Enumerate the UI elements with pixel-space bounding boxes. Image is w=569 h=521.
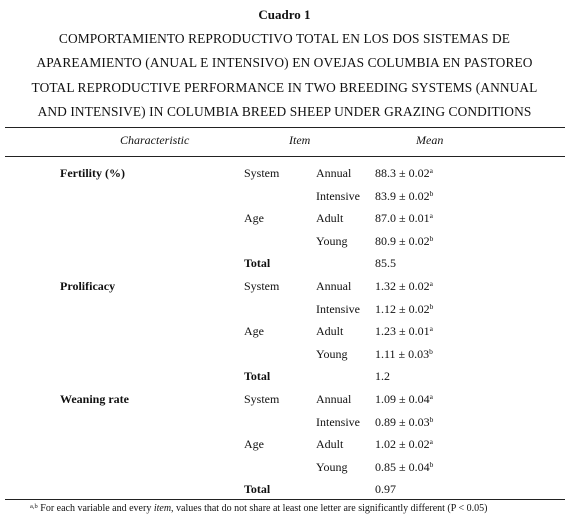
level-label: Intensive (316, 414, 360, 429)
significance-letter: a (429, 211, 433, 221)
significance-letter: a (429, 437, 433, 447)
significance-letter: b (429, 414, 434, 424)
mean-number: 88.3 ± 0.02 (375, 166, 430, 180)
mean-number: 83.9 ± 0.02 (375, 188, 430, 203)
mean-number: 0.89 ± 0.03 (375, 414, 430, 429)
header-characteristic: Characteristic (120, 133, 190, 147)
factor-label: System (244, 392, 280, 406)
significance-letter: a (429, 279, 433, 288)
mean-number: 1.02 ± 0.02 (375, 437, 430, 452)
level-label: Young (316, 233, 348, 248)
mean-value (375, 234, 433, 248)
significance-letter: b (429, 346, 433, 356)
mean-number: 0.85 ± 0.04 (375, 459, 430, 474)
level-label: Adult (316, 211, 344, 226)
footnote-text-1: For each variable and every (37, 503, 154, 514)
characteristic-name: Fertility (%) (60, 166, 125, 180)
mean-value (375, 415, 433, 429)
total-label: Total (244, 482, 271, 497)
mean-value (375, 166, 433, 180)
level-label: Intensive (316, 188, 360, 203)
mean-number: 1.23 ± 0.01 (375, 324, 430, 339)
mean-number: 80.9 ± 0.02 (375, 233, 430, 248)
factor-label: System (244, 166, 280, 180)
mean-number: 1.09 ± 0.04 (375, 392, 430, 406)
significance-letter: b (429, 233, 434, 243)
header-mean: Mean (416, 133, 444, 147)
significance-letter: a (429, 324, 433, 334)
mean-value (375, 302, 433, 316)
level-label: Intensive (316, 301, 360, 316)
factor-label: Age (244, 324, 264, 339)
mean-value (375, 211, 433, 225)
significance-letter: b (429, 459, 434, 469)
characteristic-name: Prolificacy (60, 279, 116, 293)
caption-en-line-2: AND INTENSIVE) IN COLUMBIA BREED SHEEP UNDER GRAZING CONDITIONS (37, 104, 532, 119)
mean-number: 87.0 ± 0.01 (375, 211, 430, 226)
mean-number: 1.32 ± 0.02 (375, 279, 430, 293)
level-label: Annual (316, 166, 352, 180)
mean-number: 1.12 ± 0.02 (375, 301, 430, 316)
total-value: 85.5 (375, 256, 396, 271)
mean-number: 1.11 ± 0.03 (375, 346, 430, 361)
mean-value (375, 392, 433, 406)
mean-value (375, 460, 433, 474)
footnote-item-word: item (153, 503, 172, 514)
total-value: 0.97 (375, 482, 396, 497)
characteristic-name: Weaning rate (60, 392, 129, 406)
caption-en-line-1: TOTAL REPRODUCTIVE PERFORMANCE IN TWO BREEDING SYSTEMS (ANNUAL (31, 80, 538, 95)
significance-letter: b (429, 188, 434, 198)
significance-letter: a (429, 166, 433, 175)
header-bottom-rule (5, 156, 565, 157)
factor-label: Age (244, 437, 264, 452)
table-bottom-rule (5, 499, 565, 500)
mean-value (375, 324, 433, 338)
caption-es-line-1: COMPORTAMIENTO REPRODUCTIVO TOTAL EN LOS DOS SISTEMAS DE (58, 31, 511, 46)
caption-es-line-2: APAREAMIENTO (ANUAL E INTENSIVO) EN OVEJAS COLUMBIA EN PASTOREO (36, 55, 533, 70)
table-label: Cuadro 1 (258, 7, 311, 22)
header-item: Item (289, 133, 311, 147)
significance-letter: a (429, 392, 433, 401)
level-label: Young (316, 459, 348, 474)
total-label: Total (244, 256, 271, 271)
level-label: Annual (316, 279, 352, 293)
mean-value (375, 437, 433, 451)
footnote-text-2: , values that do not share at least one letter are significantly different (P < 0.05) (171, 503, 488, 514)
level-label: Annual (316, 392, 352, 406)
footnote (30, 503, 487, 514)
level-label: Young (316, 346, 348, 361)
mean-value (375, 189, 433, 203)
factor-label: System (244, 279, 280, 293)
mean-value (375, 279, 433, 293)
level-label: Adult (316, 437, 344, 452)
level-label: Adult (316, 324, 344, 339)
mean-value (375, 347, 433, 361)
table-top-rule (5, 127, 565, 128)
significance-letter: b (429, 301, 434, 311)
total-value: 1.2 (375, 369, 390, 384)
footnote-marker: a,b (30, 503, 38, 510)
total-label: Total (244, 369, 271, 384)
factor-label: Age (244, 211, 264, 226)
